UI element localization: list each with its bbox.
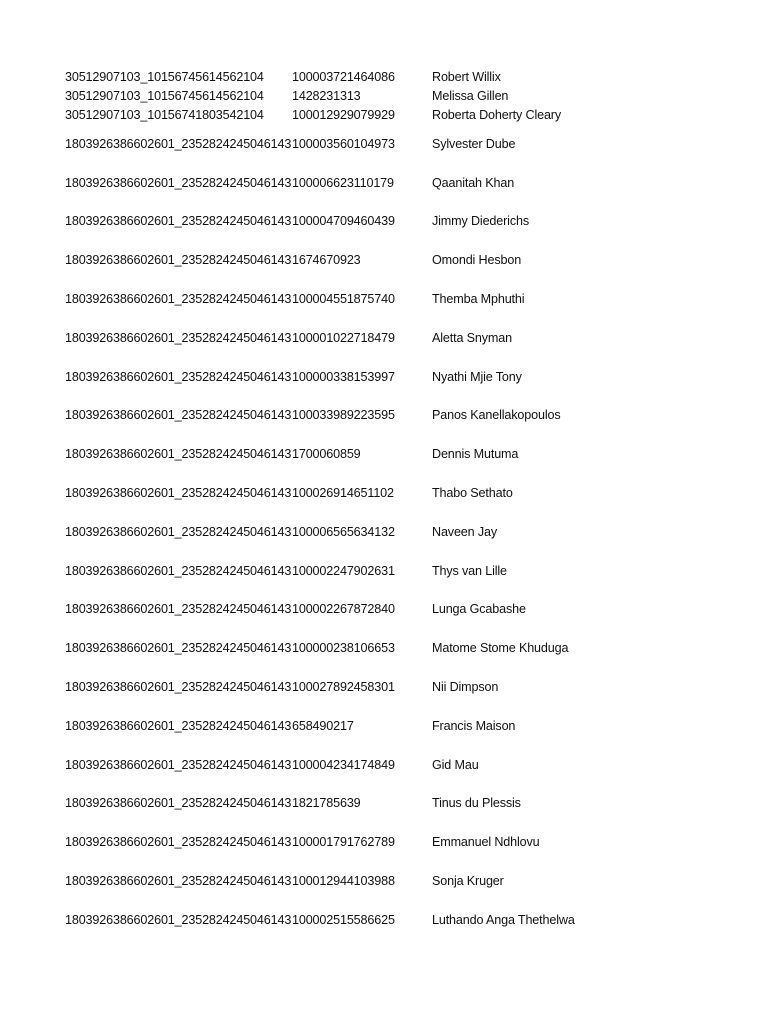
table-row — [65, 280, 745, 319]
table-row — [65, 629, 745, 668]
user-id-cell: 100001791762789 — [292, 835, 395, 850]
post-id-cell: 1803926386602601_2352824245046143 — [65, 874, 292, 889]
post-id-cell: 30512907103_10156745614562104 — [65, 89, 264, 103]
table-row — [65, 474, 745, 513]
user-name-cell: Tinus du Plessis — [432, 796, 521, 811]
table-row — [65, 513, 745, 552]
post-id-cell: 30512907103_10156745614562104 — [65, 70, 264, 84]
table-row — [65, 87, 745, 106]
table-row — [65, 68, 745, 87]
post-id-cell: 1803926386602601_2352824245046143 — [65, 718, 292, 733]
table-row — [65, 552, 745, 591]
user-name-cell: Sonja Kruger — [432, 874, 504, 889]
user-name-cell: Lunga Gcabashe — [432, 602, 526, 617]
user-id-cell: 100004709460439 — [292, 214, 395, 229]
post-id-cell: 1803926386602601_2352824245046143 — [65, 369, 292, 384]
user-name-cell: Naveen Jay — [432, 524, 498, 539]
post-id-cell: 1803926386602601_2352824245046143 — [65, 330, 292, 345]
user-id-cell: 100003721464086 — [292, 70, 395, 84]
table-row — [65, 746, 745, 785]
user-id-cell: 100006623110179 — [292, 175, 394, 190]
user-id-cell: 100002267872840 — [292, 602, 395, 617]
user-name-cell: Dennis Mutuma — [432, 447, 519, 462]
user-id-cell: 100004551875740 — [292, 292, 395, 307]
post-id-cell: 1803926386602601_2352824245046143 — [65, 136, 292, 151]
post-id-cell: 1803926386602601_2352824245046143 — [65, 641, 292, 656]
user-id-cell: 100004234174849 — [292, 757, 395, 772]
post-id-cell: 30512907103_10156741803542104 — [65, 108, 264, 122]
table-row — [65, 203, 745, 242]
post-id-cell: 1803926386602601_2352824245046143 — [65, 292, 292, 307]
user-id-cell: 1821785639 — [292, 796, 361, 811]
user-name-cell: Sylvester Dube — [432, 136, 516, 151]
table-row — [65, 319, 745, 358]
user-id-cell: 1700060859 — [292, 447, 361, 462]
user-id-cell: 100002515586625 — [292, 912, 395, 927]
user-name-cell: Roberta Doherty Cleary — [432, 108, 561, 122]
table-row — [65, 164, 745, 203]
post-id-cell: 1803926386602601_2352824245046143 — [65, 602, 292, 617]
post-id-cell: 1803926386602601_2352824245046143 — [65, 447, 292, 462]
user-id-cell: 100012944103988 — [292, 874, 395, 889]
user-name-cell: Matome Stome Khuduga — [432, 641, 569, 656]
user-name-cell: Francis Maison — [432, 718, 516, 733]
table-row — [65, 241, 745, 280]
table-row — [65, 862, 745, 901]
table-row — [65, 125, 745, 164]
post-id-cell: 1803926386602601_2352824245046143 — [65, 680, 292, 695]
table-row — [65, 591, 745, 630]
user-name-cell: Thabo Sethato — [432, 486, 513, 501]
post-id-cell: 1803926386602601_2352824245046143 — [65, 214, 292, 229]
user-id-cell: 1428231313 — [292, 89, 361, 103]
user-name-cell: Robert Willix — [432, 70, 501, 84]
user-name-cell: Themba Mphuthi — [432, 292, 525, 307]
user-id-cell: 100003560104973 — [292, 136, 395, 151]
user-id-cell: 100027892458301 — [292, 680, 395, 695]
table-row — [65, 668, 745, 707]
user-id-cell: 100001022718479 — [292, 330, 395, 345]
user-name-cell: Nyathi Mjie Tony — [432, 369, 522, 384]
data-table — [65, 68, 745, 940]
user-id-cell: 100033989223595 — [292, 408, 395, 423]
user-name-cell: Gid Mau — [432, 757, 479, 772]
user-id-cell: 100000238106653 — [292, 641, 395, 656]
post-id-cell: 1803926386602601_2352824245046143 — [65, 408, 292, 423]
user-name-cell: Omondi Hesbon — [432, 253, 522, 268]
table-row — [65, 435, 745, 474]
user-name-cell: Panos Kanellakopoulos — [432, 408, 561, 423]
post-id-cell: 1803926386602601_2352824245046143 — [65, 486, 292, 501]
user-name-cell: Thys van Lille — [432, 563, 507, 578]
user-id-cell: 100012929079929 — [292, 108, 395, 122]
user-id-cell: 100026914651102 — [292, 486, 394, 501]
user-name-cell: Jimmy Diederichs — [432, 214, 529, 229]
user-id-cell: 100002247902631 — [292, 563, 395, 578]
post-id-cell: 1803926386602601_2352824245046143 — [65, 757, 292, 772]
table-row — [65, 823, 745, 862]
user-id-cell: 1674670923 — [292, 253, 361, 268]
table-row — [65, 785, 745, 824]
user-name-cell: Aletta Snyman — [432, 330, 512, 345]
user-name-cell: Emmanuel Ndhlovu — [432, 835, 540, 850]
user-name-cell: Luthando Anga Thethelwa — [432, 912, 575, 927]
post-id-cell: 1803926386602601_2352824245046143 — [65, 563, 292, 578]
post-id-cell: 1803926386602601_2352824245046143 — [65, 796, 292, 811]
post-id-cell: 1803926386602601_2352824245046143 — [65, 835, 292, 850]
user-name-cell: Qaanitah Khan — [432, 175, 515, 190]
user-name-cell: Melissa Gillen — [432, 89, 509, 103]
post-id-cell: 1803926386602601_2352824245046143 — [65, 524, 292, 539]
post-id-cell: 1803926386602601_2352824245046143 — [65, 253, 292, 268]
table-row — [65, 106, 745, 125]
table-row — [65, 397, 745, 436]
user-id-cell: 658490217 — [292, 718, 354, 733]
user-name-cell: Nii Dimpson — [432, 680, 499, 695]
table-row — [65, 707, 745, 746]
post-id-cell: 1803926386602601_2352824245046143 — [65, 912, 292, 927]
user-id-cell: 100006565634132 — [292, 524, 395, 539]
user-id-cell: 100000338153997 — [292, 369, 395, 384]
table-row — [65, 901, 745, 940]
table-row — [65, 358, 745, 397]
post-id-cell: 1803926386602601_2352824245046143 — [65, 175, 292, 190]
